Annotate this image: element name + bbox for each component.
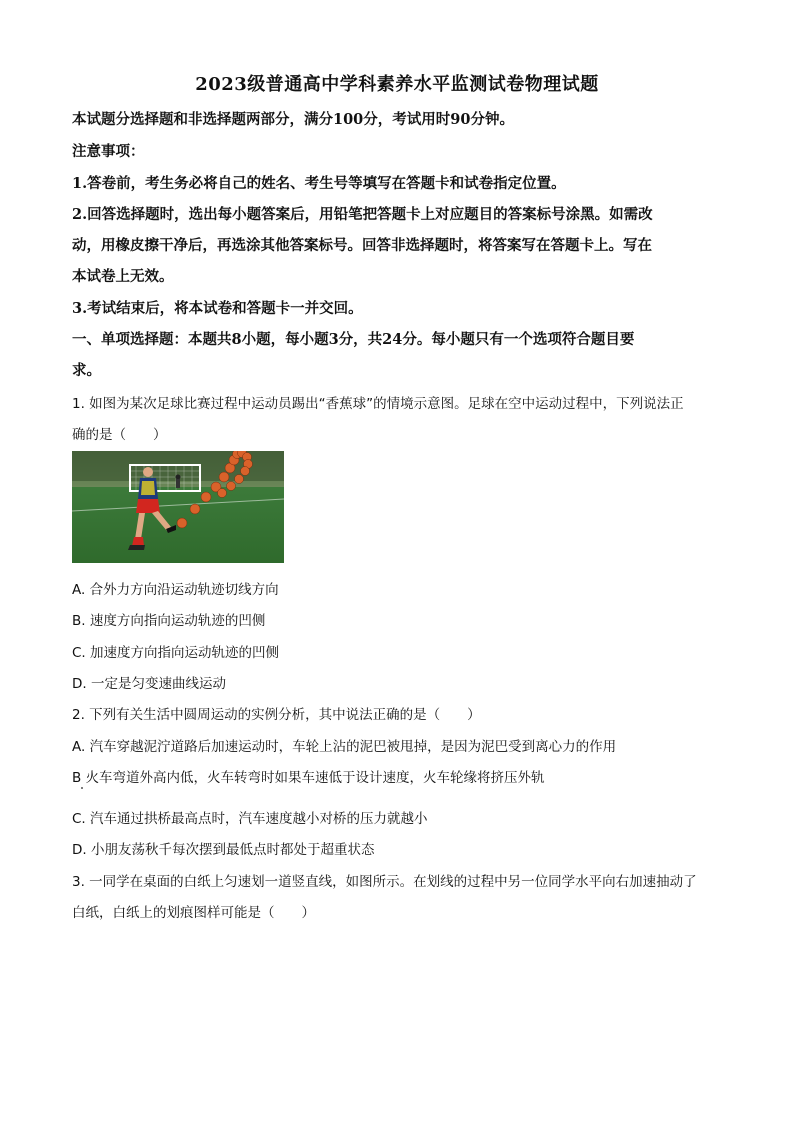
notice-2-end: 本试卷上无效。 <box>72 268 174 285</box>
notice-2: 2.回答选择题时，选出每小题答案后，用铅笔把答题卡上对应题目的答案标号涂黑。如需改 <box>72 206 653 223</box>
question-1-stem-end: 确的是（ ） <box>72 427 167 443</box>
q1-option-c: C. 加速度方向指向运动轨迹的凹侧 <box>72 645 280 661</box>
notice-1: 1.答卷前，考生务必将自己的姓名、考生号等填写在答题卡和试卷指定位置。 <box>72 175 566 192</box>
notice-2-cont: 动，用橡皮擦干净后，再选涂其他答案标号。回答非选择题时，将答案写在答题卡上。写在 <box>72 237 652 254</box>
q1-option-d: D. 一定是匀变速曲线运动 <box>72 676 226 692</box>
q1-option-a: A. 合外力方向沿运动轨迹切线方向 <box>72 582 279 598</box>
question-2-stem: 2. 下列有关生活中圆周运动的实例分析，其中说法正确的是（ ） <box>72 707 481 723</box>
page-title: 2023级普通高中学科素养水平监测试卷物理试题 <box>195 74 599 95</box>
exam-intro: 本试题分选择题和非选择题两部分，满分100分，考试用时90分钟。 <box>72 111 514 128</box>
banana-kick-photo <box>72 451 284 563</box>
q2-option-c: C. 汽车通过拱桥最高点时，汽车速度越小对桥的压力就越小 <box>72 811 428 827</box>
question-3-stem: 3. 一同学在桌面的白纸上匀速划一道竖直线，如图所示。在划线的过程中另一位同学水平向右加速抽动了 <box>72 874 697 890</box>
notice-heading: 注意事项： <box>72 143 145 160</box>
q2-option-a: A. 汽车穿越泥泞道路后加速运动时，车轮上沾的泥巴被甩掉，是因为泥巴受到离心力的作用 <box>72 739 617 755</box>
q2-option-d: D. 小朋友荡秋千每次摆到最低点时都处于超重状态 <box>72 842 375 858</box>
notice-3: 3.考试结束后，将本试卷和答题卡一并交回。 <box>72 300 363 317</box>
q2-option-b: B 火车弯道外高内低，火车转弯时如果车速低于设计速度，火车轮缘将挤压外轨 <box>72 770 545 786</box>
section-heading: 一、单项选择题：本题共8小题，每小题3分，共24分。每小题只有一个选项符合题目要 <box>72 331 635 348</box>
q1-option-b: B. 速度方向指向运动轨迹的凹侧 <box>72 613 266 629</box>
question-1-stem: 1. 如图为某次足球比赛过程中运动员踢出“香蕉球”的情境示意图。足球在空中运动过程中，下列说法正 <box>72 396 684 412</box>
question-3-stem-end: 白纸，白纸上的划痕图样可能是（ ） <box>72 905 315 921</box>
stray-dot <box>81 787 83 789</box>
section-heading-end: 求。 <box>72 362 101 379</box>
